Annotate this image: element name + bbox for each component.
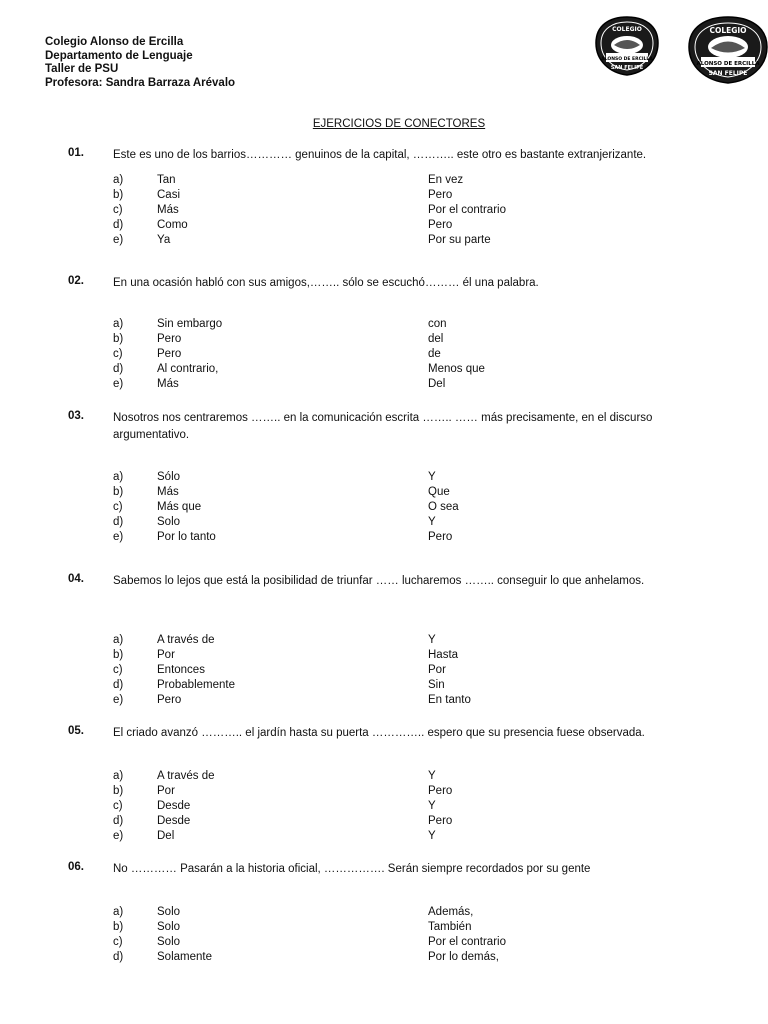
answer-option — [0, 694, 768, 709]
question-number: 05. — [68, 725, 84, 737]
option-first-connector: Solo — [157, 936, 181, 948]
option-letter: c) — [113, 204, 123, 216]
answer-option — [0, 830, 768, 845]
option-first-connector: Más — [157, 204, 179, 216]
answer-option — [0, 664, 768, 679]
answer-option — [0, 649, 768, 664]
option-second-connector: Pero — [428, 785, 453, 797]
option-second-connector: Y — [428, 471, 436, 483]
school-name: Colegio Alonso de Ercilla — [45, 36, 184, 48]
question-text: Sabemos lo lejos que está la posibilidad de triunfar …… lucharemos …….. conseguir lo que anhelamos. — [113, 575, 645, 587]
answer-option — [0, 234, 768, 249]
option-letter: b) — [113, 333, 124, 345]
svg-text:ALONSO DE ERCILLA: ALONSO DE ERCILLA — [696, 61, 760, 67]
question-number: 04. — [68, 573, 84, 585]
question-text: El criado avanzó ……….. el jardín hasta su puerta ………….. espero que su presencia fuese observada. — [113, 727, 645, 739]
option-first-connector: Desde — [157, 815, 191, 827]
option-first-connector: Solo — [157, 906, 181, 918]
option-first-connector: A través de — [157, 634, 215, 646]
option-second-connector: Por el contrario — [428, 936, 506, 948]
answer-option — [0, 318, 768, 333]
option-first-connector: Del — [157, 830, 175, 842]
answer-option — [0, 333, 768, 348]
option-second-connector: con — [428, 318, 447, 330]
option-letter: a) — [113, 318, 124, 330]
option-letter: a) — [113, 174, 124, 186]
option-first-connector: Más — [157, 378, 179, 390]
option-first-connector: Casi — [157, 189, 181, 201]
option-second-connector: Pero — [428, 189, 453, 201]
option-letter: b) — [113, 649, 124, 661]
answer-option — [0, 815, 768, 830]
document-header — [45, 36, 235, 90]
question-number: 02. — [68, 275, 84, 287]
school-crest-logo — [594, 15, 660, 77]
option-first-connector: Por — [157, 785, 175, 797]
option-letter: d) — [113, 516, 124, 528]
question-text: En una ocasión habló con sus amigos,…….. sólo se escuchó……… él una palabra. — [113, 277, 539, 289]
answer-option — [0, 471, 768, 486]
question-text: Este es uno de los barrios………… genuinos de la capital, ……….. este otro es bastante extranjerizante. — [113, 149, 647, 161]
question-number: 06. — [68, 861, 84, 873]
answer-option — [0, 204, 768, 219]
option-letter: a) — [113, 906, 124, 918]
option-second-connector: Del — [428, 378, 446, 390]
option-second-connector: Y — [428, 634, 436, 646]
svg-text:COLEGIO: COLEGIO — [709, 26, 747, 35]
answer-option — [0, 378, 768, 393]
option-first-connector: Pero — [157, 348, 182, 360]
option-first-connector: Más que — [157, 501, 202, 513]
answer-option — [0, 348, 768, 363]
option-first-connector: Por — [157, 649, 175, 661]
option-first-connector: Tan — [157, 174, 176, 186]
option-letter: b) — [113, 785, 124, 797]
question-text: Nosotros nos centraremos …….. en la comunicación escrita …….. …… más precisamente, en el discurso argumentativo. — [113, 412, 653, 441]
option-second-connector: Por su parte — [428, 234, 491, 246]
answer-option — [0, 531, 768, 546]
answer-option — [0, 906, 768, 921]
answer-option — [0, 174, 768, 189]
answer-option — [0, 770, 768, 785]
option-first-connector: Ya — [157, 234, 171, 246]
option-second-connector: Por el contrario — [428, 204, 506, 216]
option-second-connector: del — [428, 333, 444, 345]
option-letter: c) — [113, 664, 123, 676]
option-second-connector: Y — [428, 770, 436, 782]
option-letter: c) — [113, 936, 123, 948]
answer-option — [0, 501, 768, 516]
option-letter: e) — [113, 694, 124, 706]
option-first-connector: Desde — [157, 800, 191, 812]
option-letter: c) — [113, 800, 123, 812]
option-letter: d) — [113, 951, 124, 963]
option-second-connector: Y — [428, 516, 436, 528]
option-letter: e) — [113, 531, 124, 543]
option-second-connector: Pero — [428, 815, 453, 827]
answer-option — [0, 951, 768, 966]
option-first-connector: Sólo — [157, 471, 181, 483]
option-first-connector: Entonces — [157, 664, 205, 676]
question-number: 03. — [68, 410, 84, 422]
option-second-connector: O sea — [428, 501, 459, 513]
question-text: No ………… Pasarán a la historia oficial, ……………. Serán siempre recordados por su gente — [113, 863, 591, 875]
answer-option — [0, 800, 768, 815]
option-letter: b) — [113, 189, 124, 201]
question-number: 01. — [68, 147, 84, 159]
option-second-connector: Menos que — [428, 363, 485, 375]
teacher-name: Profesora: Sandra Barraza Arévalo — [45, 76, 236, 89]
option-first-connector: Solamente — [157, 951, 212, 963]
svg-text:SAN FELIPE: SAN FELIPE — [610, 65, 644, 71]
option-first-connector: Por lo tanto — [157, 531, 216, 543]
option-second-connector: También — [428, 921, 472, 933]
answer-option — [0, 936, 768, 951]
option-letter: d) — [113, 363, 124, 375]
answer-option — [0, 486, 768, 501]
option-first-connector: Solo — [157, 921, 181, 933]
option-first-connector: Probablemente — [157, 679, 235, 691]
option-letter: d) — [113, 219, 124, 231]
answer-option — [0, 785, 768, 800]
option-first-connector: Más — [157, 486, 179, 498]
option-first-connector: Pero — [157, 333, 182, 345]
option-second-connector: Pero — [428, 531, 453, 543]
answer-option — [0, 363, 768, 378]
answer-option — [0, 189, 768, 204]
option-second-connector: Por — [428, 664, 446, 676]
option-first-connector: A través de — [157, 770, 215, 782]
option-second-connector: Sin — [428, 679, 445, 691]
option-second-connector: Pero — [428, 219, 453, 231]
department-name: Departamento de Lenguaje — [45, 49, 193, 62]
option-second-connector: de — [428, 348, 441, 360]
answer-option — [0, 516, 768, 531]
option-first-connector: Al contrario, — [157, 363, 219, 375]
svg-text:SAN FELIPE: SAN FELIPE — [708, 70, 748, 77]
answer-option — [0, 219, 768, 234]
workshop-name: Taller de PSU — [45, 63, 119, 75]
option-letter: c) — [113, 501, 123, 513]
option-letter: c) — [113, 348, 123, 360]
answer-option — [0, 921, 768, 936]
option-letter: d) — [113, 679, 124, 691]
option-first-connector: Como — [157, 219, 188, 231]
option-letter: b) — [113, 921, 124, 933]
answer-option — [0, 634, 768, 649]
svg-text:COLEGIO: COLEGIO — [612, 26, 642, 33]
option-letter: e) — [113, 234, 124, 246]
option-second-connector: Y — [428, 830, 436, 842]
page-title: EJERCICIOS DE CONECTORES — [312, 118, 486, 130]
option-second-connector: Por lo demás, — [428, 951, 499, 963]
option-letter: a) — [113, 471, 124, 483]
school-crest-logo-large — [687, 15, 768, 85]
option-second-connector: Y — [428, 800, 436, 812]
answer-option — [0, 679, 768, 694]
option-letter: a) — [113, 770, 124, 782]
option-second-connector: Además, — [428, 906, 474, 918]
option-first-connector: Solo — [157, 516, 181, 528]
option-letter: a) — [113, 634, 124, 646]
option-second-connector: Que — [428, 486, 450, 498]
option-first-connector: Pero — [157, 694, 182, 706]
option-second-connector: Hasta — [428, 649, 459, 661]
option-letter: d) — [113, 815, 124, 827]
option-second-connector: En tanto — [428, 694, 471, 706]
option-letter: e) — [113, 830, 124, 842]
option-letter: b) — [113, 486, 124, 498]
option-letter: e) — [113, 378, 124, 390]
option-second-connector: En vez — [428, 174, 464, 186]
option-first-connector: Sin embargo — [157, 318, 223, 330]
svg-text:ALONSO DE ERCILLA: ALONSO DE ERCILLA — [601, 57, 653, 62]
